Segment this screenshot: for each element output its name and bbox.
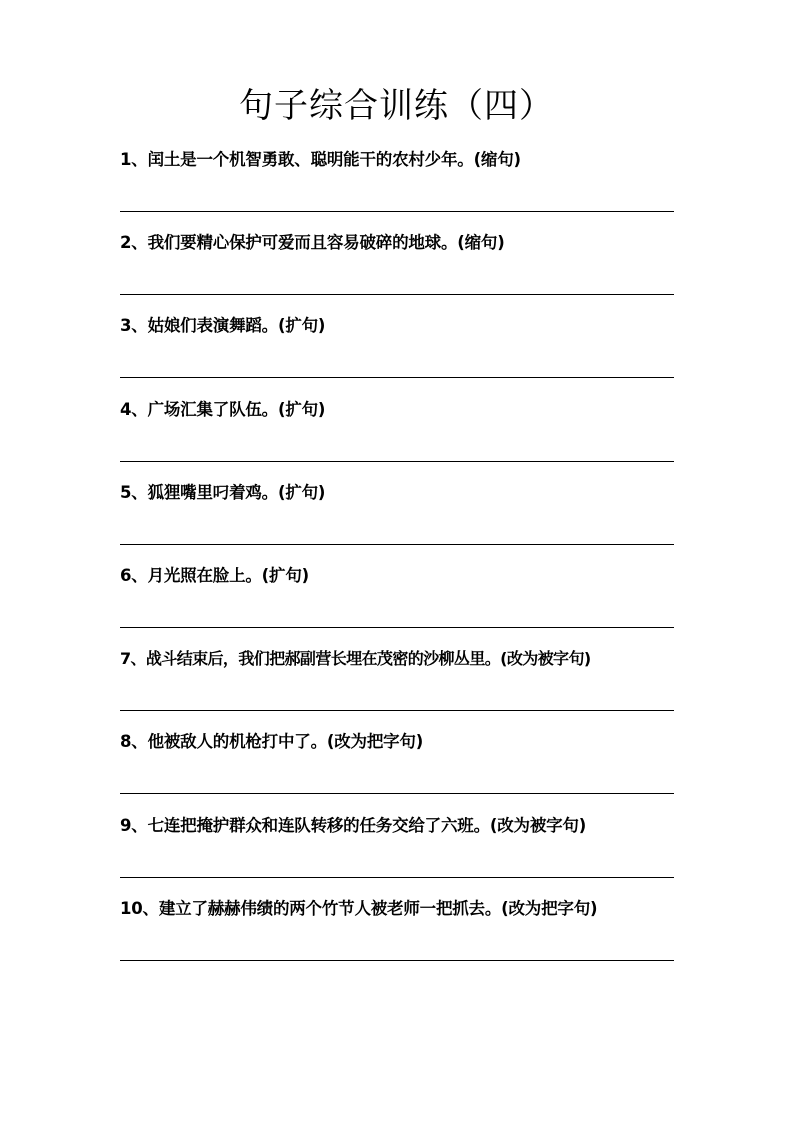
question-text-3: 3、姑娘们表演舞蹈。(扩句): [120, 316, 326, 336]
question-text-10: 10、建立了赫赫伟绩的两个竹节人被老师一把抓去。(改为把字句): [120, 898, 598, 918]
question-item-3: [120, 312, 674, 395]
answer-line-3: [120, 377, 674, 378]
question-text-8: 8、他被敌人的机枪打中了。(改为把字句): [120, 732, 424, 752]
answer-line-8: [120, 793, 674, 794]
question-text-2: 2、我们要精心保护可爱而且容易破碎的地球。(缩句): [120, 233, 505, 253]
worksheet-title: 句子综合训练（四）: [239, 86, 554, 126]
answer-line-5: [120, 544, 674, 545]
answer-line-1: [120, 211, 674, 212]
question-item-10: [120, 895, 674, 978]
question-text-9: 9、七连把掩护群众和连队转移的任务交给了六班。(改为被字句): [120, 815, 587, 835]
question-text-4: 4、广场汇集了队伍。(扩句): [120, 399, 326, 419]
question-item-2: [120, 229, 674, 312]
answer-line-9: [120, 877, 674, 878]
answer-line-6: [120, 627, 674, 628]
question-item-1: [120, 146, 674, 229]
answer-line-10: [120, 960, 674, 961]
question-item-9: [120, 812, 674, 895]
answer-line-7: [120, 710, 674, 711]
question-item-4: [120, 396, 674, 479]
question-text-5: 5、狐狸嘴里叼着鸡。(扩句): [120, 482, 326, 502]
question-item-7: [120, 645, 674, 728]
answer-line-2: [120, 294, 674, 295]
question-item-5: [120, 479, 674, 562]
question-item-8: [120, 728, 674, 811]
question-text-6: 6、月光照在脸上。(扩句): [120, 565, 309, 585]
answer-line-4: [120, 461, 674, 462]
question-text-7: 7、战斗结束后，我们把郝副营长埋在茂密的沙柳丛里。(改为被字句): [120, 649, 591, 669]
question-text-1: 1、闰土是一个机智勇敢、聪明能干的农村少年。(缩句): [120, 150, 521, 169]
question-item-6: [120, 562, 674, 645]
question-list: [120, 146, 674, 978]
